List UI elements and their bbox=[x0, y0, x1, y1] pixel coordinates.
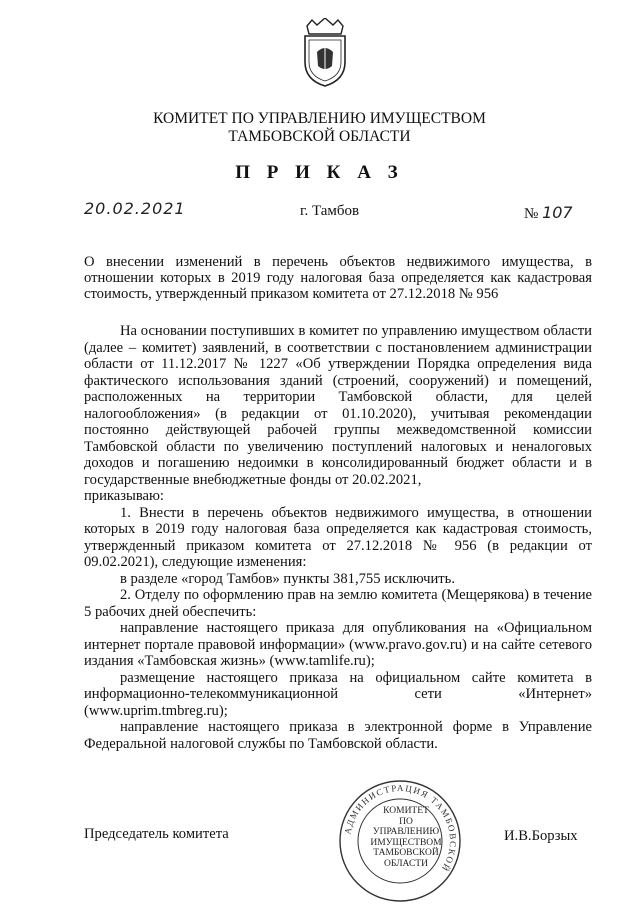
item-2-paragraph: 2. Отделу по оформлению прав на землю комитета (Мещерякова) в течение 5 рабочих дней обеспечить: bbox=[84, 587, 592, 620]
item-2-website: размещение настоящего приказа на официальном сайте комитета в информационно-телекоммуникационной сети «Интернет» (www.uprim.tmbreg.ru); bbox=[84, 669, 592, 719]
handwritten-date: 20.02.2021 bbox=[84, 199, 186, 218]
organization-name bbox=[0, 110, 639, 146]
org-line-2: ТАМБОВСКОЙ ОБЛАСТИ bbox=[228, 128, 411, 145]
city: г. Тамбов bbox=[300, 203, 360, 219]
item-2-tax-service: направление настоящего приказа в электронной форме в Управление Федеральной налоговой службы по Тамбовской области. bbox=[84, 719, 592, 752]
preamble-paragraph: На основании поступивших в комитет по управлению имуществом области (далее – комитет) заявлений, в соответствии с постановлением администрации области от 11.12.2017 № 1227 «Об утверждении Порядка определения вида фактического использования зданий (строений, сооружений) и помещений, расположенных на территории Тамбовской области, для целей налогообложения» (в редакции от 01.10.2020), учитывая рекомендации постоянно действующей рабочей группы межведомственной комиссии Тамбовской области по увеличению поступлений налоговых и неналоговых доходов и погашению недоимки в консолидированный бюджет области и в государственные внебюджетные фонды от 20.02.2021, bbox=[84, 323, 592, 488]
order-body bbox=[84, 323, 592, 752]
number-label: № bbox=[524, 206, 539, 222]
item-1-paragraph: 1. Внести в перечень объектов недвижимого имущества, в отношении которых в 2019 году налоговая база определяется как кадастровая стоимость, утвержденный приказом комитета от 27.12.2018 № 956 (в редакции от 09.02.2021), следующие изменения: bbox=[84, 504, 592, 570]
order-word: приказываю: bbox=[84, 488, 164, 504]
seal-inner-text: КОМИТЕТ ПО УПРАВЛЕНИЮ ИМУЩЕСТВОМ ТАМБОВСКОЙ ОБЛАСТИ bbox=[370, 806, 442, 869]
item-1-change: в разделе «город Тамбов» пункты 381,755 исключить. bbox=[120, 570, 455, 587]
org-line-1: КОМИТЕТ ПО УПРАВЛЕНИЮ ИМУЩЕСТВОМ bbox=[153, 110, 486, 127]
handwritten-number: 107 bbox=[542, 203, 573, 222]
signatory-position: Председатель комитета bbox=[84, 826, 229, 842]
document-type-title: П Р И К А З bbox=[235, 162, 404, 183]
seal-ring-text: АДМИНИСТРАЦИЯ ТАМБОВСКОЙ bbox=[342, 782, 459, 875]
order-subject: О внесении изменений в перечень объектов недвижимого имущества, в отношении которых в 2019 году налоговая база определяется как кадастровая стоимость, утвержденный приказом комитета от 27.12.2018 № 956 bbox=[84, 254, 592, 302]
coat-of-arms-icon bbox=[299, 18, 351, 88]
document-number bbox=[524, 203, 573, 223]
signatory-name: И.В.Борзых bbox=[504, 828, 578, 844]
item-2-publication: направление настоящего приказа для опубликования на «Официальном интернет портале правовой информации» (www.pravo.gov.ru) и на сайте сетевого издания «Тамбовская жизнь» (www.tamlife.ru); bbox=[84, 620, 592, 669]
